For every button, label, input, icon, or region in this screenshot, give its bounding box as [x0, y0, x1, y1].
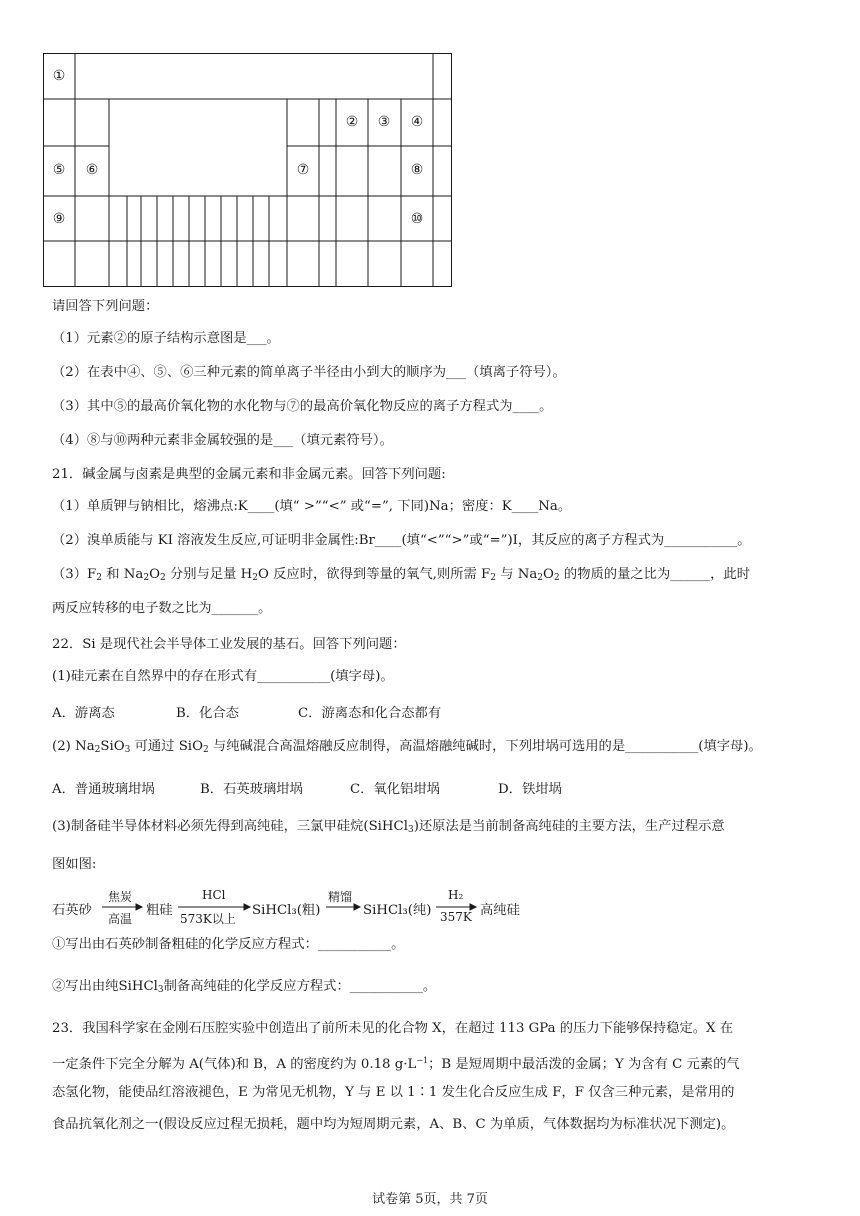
q21-part1: （1）单质钾与钠相比，熔沸点:K____(填“ >”“<” 或“=”, 下同)Na；密度：K____Na。: [52, 499, 572, 514]
q22-part3-b: ②写出由纯SiHCl$_3$制备高纯硅的化学反应方程式：___________。: [52, 979, 437, 995]
flow-step-quartz-sand: 石英砂: [52, 903, 92, 918]
q22-p1-option-c: C．游离态和化合态都有: [298, 706, 442, 721]
q22-title: 22．Si 是现代社会半导体工业发展的基石。回答下列问题：: [52, 637, 406, 652]
marker-3: ③: [377, 114, 391, 130]
q23-line4: 食品抗氧化剂之一(假设反应过程无损耗，题中均为短周期元素，A、B、C 为单质，气体数据均为标准状况下测定)。: [52, 1117, 735, 1132]
periodic-table: [43, 53, 453, 287]
q23-line2: 一定条件下完全分解为 A(气体)和 B，A 的密度约为 0.18 $g\cdot L^{-1}$；B 是短周期中最活泼的金属；Y 为含有 C 元素的气: [52, 1056, 740, 1072]
flow-arrow3-top: 精馏: [328, 890, 353, 904]
periodic-table-grid: [43, 53, 455, 289]
q22-p1-option-b: B．化合态: [176, 706, 239, 721]
q20-part2: （2）在表中④、⑤、⑥三种元素的简单离子半径由小到大的顺序为___（填离子符号）。: [52, 365, 566, 380]
process-flow-diagram: [52, 888, 532, 928]
flow-arrow2-top: HCl: [202, 888, 226, 902]
flow-step-pure-sihcl3: SiHCl₃(纯): [363, 903, 432, 918]
q22-part3: (3)制备硅半导体材料必须先得到高纯硅，三氯甲硅烷(SiHCl$_3$)还原法是当前制备高纯硅的主要方法，生产过程示意: [52, 819, 725, 835]
flow-step-crude-sihcl3: SiHCl₃(粗): [252, 903, 321, 918]
marker-2: ②: [345, 114, 359, 130]
q22-p2-option-a: A．普通玻璃坩埚: [52, 782, 155, 797]
q22-part3-a: ①写出由石英砂制备粗硅的化学反应方程式：___________。: [52, 937, 405, 952]
marker-5: ⑤: [52, 162, 66, 178]
flow-arrow1-top: 焦炭: [108, 890, 133, 904]
flow-arrow4-top: H₂: [448, 888, 464, 902]
q22-part3-line2: 图如图:: [52, 857, 97, 872]
q20-intro: 请回答下列问题：: [52, 299, 159, 314]
marker-6: ⑥: [85, 162, 99, 178]
flow-arrow2-bottom: 573K以上: [180, 912, 236, 926]
marker-7: ⑦: [296, 162, 310, 178]
q20-part1: （1）元素②的原子结构示意图是___。: [52, 331, 280, 346]
q21-part2: （2）溴单质能与 KI 溶液发生反应,可证明非金属性:Br____(填“<”“>”或“=”)I，其反应的离子方程式为___________。: [52, 533, 751, 548]
q22-part2: (2) $Na_2SiO_3$ 可通过 SiO$_2$ 与纯碱混合高温熔融反应制得，高温熔融纯碱时，下列坩埚可选用的是___________(填字母)。: [52, 739, 762, 755]
marker-9: ⑨: [52, 211, 66, 227]
q23-line3: 态氢化物，能使品红溶液褪色，E 为常见无机物，Y 与 E 以 1∶1 发生化合反应生成 F，F 仅含三种元素，是常用的: [52, 1085, 735, 1100]
marker-10: ⑩: [410, 211, 424, 227]
q21-part3: $(3)F_2$ 和 $Na_2O_2$ 分别与足量 $H_2O$ 反应时，欲得到等量的氧气,则所需 $F_2$ 与 $Na_2O_2$ 的物质的量之比为______，此时: [52, 567, 751, 583]
q22-p2-option-c: C．氧化铝坩埚: [350, 782, 440, 797]
marker-1: ①: [52, 68, 66, 84]
marker-4: ④: [410, 114, 424, 130]
flow-step-pure-si: 高纯硅: [480, 903, 520, 918]
q21-part3-line2: 两反应转移的电子数之比为_______。: [52, 601, 272, 616]
q22-part1: (1)硅元素在自然界中的存在形式有___________(填字母)。: [52, 669, 394, 684]
q22-p1-option-a: A．游离态: [52, 706, 115, 721]
q20-part3: （3）其中⑤的最高价氧化物的水化物与⑦的最高价氧化物反应的离子方程式为____。: [52, 399, 553, 414]
flow-arrow1-bottom: 高温: [108, 912, 133, 926]
flow-arrow4-bottom: 357K: [440, 910, 472, 924]
q23-line1: 23．我国科学家在金刚石压腔实验中创造出了前所未见的化合物 X，在超过 113 GPa 的压力下能够保持稳定。X 在: [52, 1021, 734, 1036]
q22-p2-option-d: D．铁坩埚: [498, 782, 562, 797]
q22-p2-option-b: B．石英玻璃坩埚: [200, 782, 303, 797]
q20-part4: （4）⑧与⑩两种元素非金属较强的是___（填元素符号）。: [52, 433, 393, 448]
page-footer: 试卷第 5页，共 7页: [372, 1192, 488, 1207]
flow-step-crude-si: 粗硅: [146, 903, 173, 918]
marker-8: ⑧: [410, 162, 424, 178]
q21-title: 21．碱金属与卤素是典型的金属元素和非金属元素。回答下列问题:: [52, 467, 446, 482]
